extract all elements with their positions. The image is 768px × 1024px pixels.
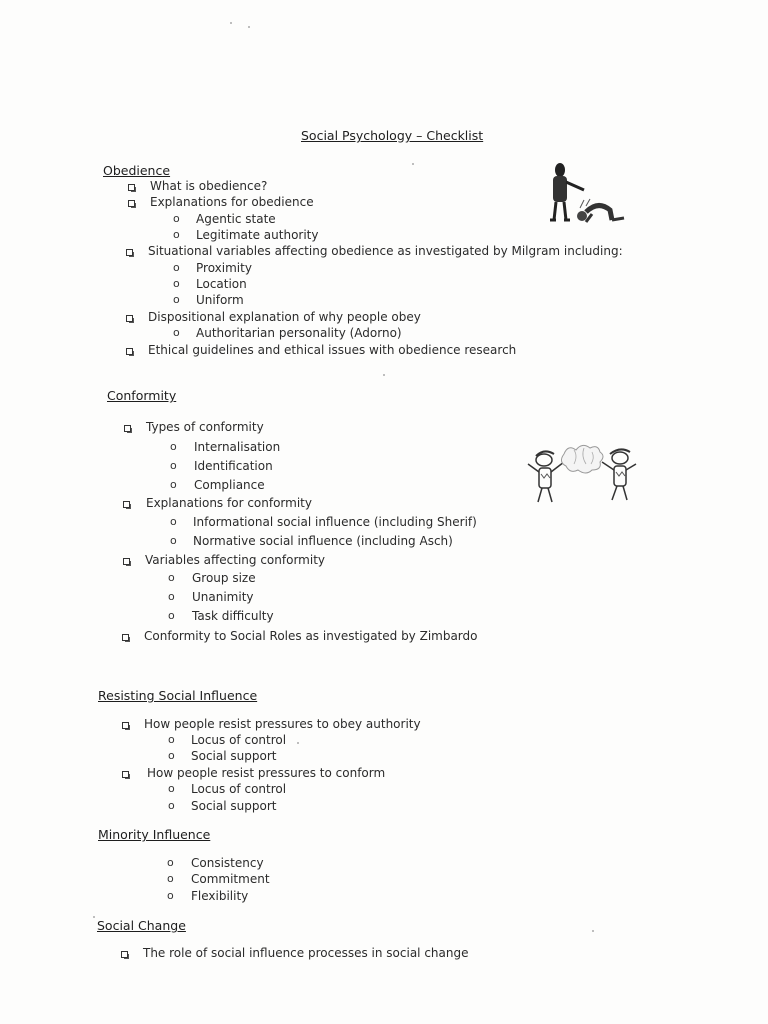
circle-bullet: o [170,440,177,453]
circle-bullet: o [173,293,180,306]
checkbox-bullet [122,771,129,778]
checkbox-bullet [126,348,133,355]
list-subitem: Task difficulty [192,609,274,623]
circle-bullet: o [167,889,174,902]
circle-bullet: o [168,571,175,584]
circle-bullet: o [173,261,180,274]
list-item: Types of conformity [146,420,264,434]
circle-bullet: o [167,856,174,869]
circle-bullet: o [173,277,180,290]
authority-figure-icon [540,160,630,230]
circle-bullet: o [170,459,177,472]
list-subitem: Authoritarian personality (Adorno) [196,326,402,340]
checkbox-bullet [124,425,131,432]
list-item: The role of social influence processes in social change [143,946,469,960]
checkbox-bullet [128,200,135,207]
list-item: How people resist pressures to obey authority [144,717,421,731]
list-subitem: Commitment [191,872,270,886]
list-subitem: Flexibility [191,889,249,903]
list-item: Situational variables affecting obedience as investigated by Milgram including: [148,244,623,258]
circle-bullet: o [168,609,175,622]
scan-speck [93,916,95,918]
list-item: Variables affecting conformity [145,553,325,567]
list-item: Ethical guidelines and ethical issues with obedience research [148,343,517,357]
circle-bullet: o [167,872,174,885]
heading-resisting-social-influence: Resisting Social Influence [98,688,258,703]
checkbox-bullet [123,501,130,508]
scan-speck [230,22,232,24]
list-item: Explanations for obedience [150,195,314,209]
list-subitem: Group size [192,571,256,585]
list-subitem: Consistency [191,856,264,870]
heading-social-change: Social Change [97,918,186,933]
circle-bullet: o [170,515,177,528]
list-subitem: Legitimate authority [196,228,319,242]
heading-minority-influence: Minority Influence [98,827,211,842]
circle-bullet: o [173,228,180,241]
list-subitem: Compliance [194,478,265,492]
circle-bullet: o [168,749,175,762]
circle-bullet: o [168,733,175,746]
list-item: Explanations for conformity [146,496,312,510]
page-title: Social Psychology – Checklist [301,128,484,143]
list-subitem: Agentic state [196,212,276,226]
list-item: Conformity to Social Roles as investigated by Zimbardo [144,629,478,643]
list-item: How people resist pressures to conform [147,766,386,780]
list-item: Dispositional explanation of why people obey [148,310,421,324]
checkbox-bullet [121,951,128,958]
list-subitem: Proximity [196,261,252,275]
heading-obedience: Obedience [103,163,171,178]
heading-conformity: Conformity [107,388,177,403]
list-subitem: Locus of control [191,733,287,747]
circle-bullet: o [168,782,175,795]
list-subitem: Unanimity [192,590,254,604]
scan-speck [297,742,299,744]
circle-bullet: o [173,326,180,339]
list-subitem: Informational social influence (including Sherif) [193,515,477,529]
checkbox-bullet [122,634,129,641]
list-subitem: Identification [194,459,273,473]
checkbox-bullet [126,315,133,322]
checkbox-bullet [122,722,129,729]
list-subitem: Social support [191,749,277,763]
circle-bullet: o [168,590,175,603]
list-subitem: Social support [191,799,277,813]
list-subitem: Uniform [196,293,244,307]
list-subitem: Normative social influence (including Asch) [193,534,453,548]
checkbox-bullet [126,249,133,256]
checkbox-bullet [128,184,135,191]
list-subitem: Location [196,277,247,291]
circle-bullet: o [170,478,177,491]
scan-speck [383,374,385,376]
scan-speck [592,930,594,932]
list-subitem: Locus of control [191,782,287,796]
list-subitem: Internalisation [194,440,281,454]
list-item: What is obedience? [150,179,268,193]
scan-speck [412,163,414,165]
conformity-figures-icon [522,440,642,508]
circle-bullet: o [170,534,177,547]
checkbox-bullet [123,558,130,565]
circle-bullet: o [173,212,180,225]
circle-bullet: o [168,799,175,812]
scan-speck [248,26,250,28]
